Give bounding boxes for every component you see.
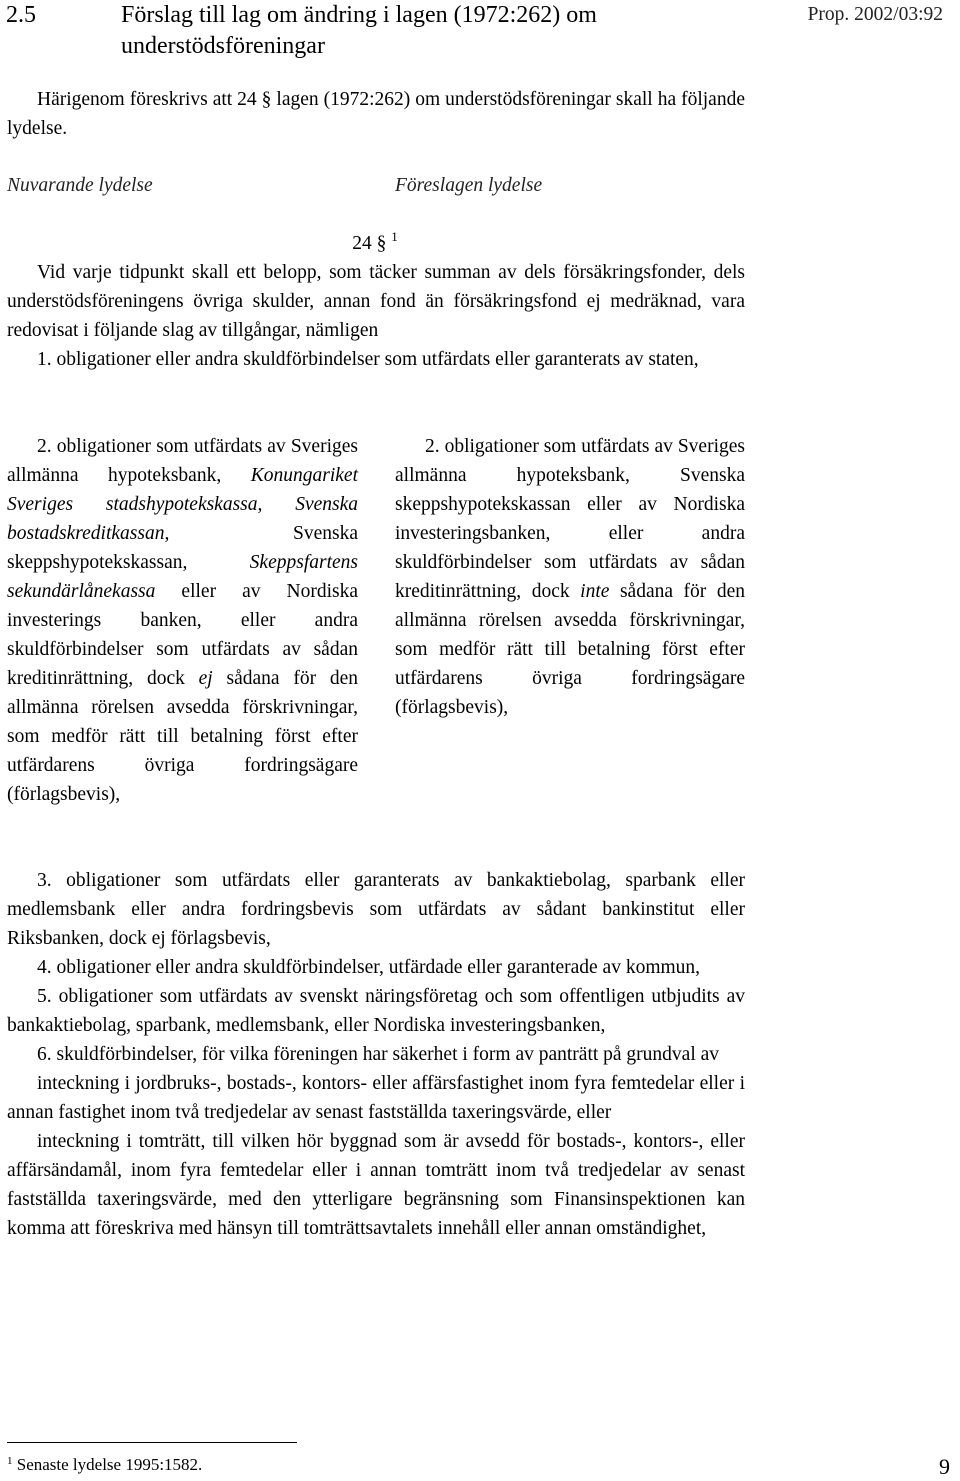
- proposed-item-2: [395, 432, 745, 722]
- list-item-6-sub-b: inteckning i tomträtt, till vilken hör byggnad som är avsedd för bostads-, kontors-, eller affärsändamål, inom fyra femtedelar eller i annan tomträtt inom två tredjedelar av senast fastställda taxeringsvärde, med den ytterligare begränsning som Finansinspektionen kan komma att föreskriva med hänsyn till tomträttsavtalets innehåll eller annan omständighet,: [7, 1131, 745, 1239]
- list-item-3: 3. obligationer som utfärdats eller garanterats av bankaktiebolag, sparbank eller medlemsbank eller andra fordringsbevis som utfärdats av sådant bankinstitut eller Riksbanken, dock ej förlagsbevis,: [7, 870, 745, 949]
- footnote: [7, 1453, 202, 1477]
- footnote-marker: 1: [7, 1455, 13, 1467]
- list-item-6: 6. skuldförbindelser, för vilka föreningen har säkerhet i form av panträtt på grundval av: [37, 1044, 720, 1065]
- main-text-top: [7, 258, 745, 374]
- proposed-item-2-text: 2. obligationer som utfärdats av Sveriges allmänna hypoteksbank, Svenska skeppshypotekskassan eller av Nordiska investeringsbanken, eller andra skuldförbindelser som utfärdats av sådan kreditinrättning, dock inte sådana för den allmänna rörelsen avsedda förskrivningar, som medför rätt till betalning först efter utfärdarens övriga fordringsägare (förlagsbevis),: [395, 436, 745, 718]
- list-item-5: 5. obligationer som utfärdats av svenskt näringsföretag och som offentligen utbjudits av bankaktiebolag, sparbank, medlemsbank, eller Nordiska investeringsbanken,: [7, 986, 745, 1036]
- paragraph-heading: [0, 229, 750, 258]
- lead-paragraph: Vid varje tidpunkt skall ett belopp, som täcker summan av dels försäkringsfonder, dels understödsföreningens övriga skulder, annan fond än försäkringsfond ej medräknad, vara redovisat i följande slag av tillgångar, nämligen: [7, 262, 745, 341]
- list-item-1: 1. obligationer eller andra skuldförbindelser som utfärdats eller garanterats av staten,: [37, 349, 699, 370]
- section-title: Förslag till lag om ändring i lagen (1972:262) om understödsföreningar: [121, 2, 597, 59]
- list-item-4: 4. obligationer eller andra skuldförbindelser, utfärdade eller garanterade av kommun,: [37, 957, 701, 978]
- paragraph-number: 24 §: [352, 233, 387, 254]
- proposition-reference: Prop. 2002/03:92: [807, 4, 943, 25]
- footnote-reference: 1: [391, 229, 398, 244]
- page-number: 9: [939, 1454, 950, 1479]
- intro-paragraph: Härigenom föreskrivs att 24 § lagen (1972:262) om understödsföreningar skall ha följande lydelse.: [7, 89, 745, 139]
- section-number: 2.5: [6, 2, 36, 28]
- proposed-wording-heading: Föreslagen lydelse: [395, 175, 543, 196]
- current-wording-heading: Nuvarande lydelse: [7, 175, 153, 196]
- current-item-2: [7, 432, 358, 809]
- current-item-2-text: 2. obligationer som utfärdats av Sveriges allmänna hypoteksbank, Konungariket Sveriges stadshypotekskassa, Svenska bostadskreditkassan, Svenska skeppshypotekskassan, Skeppsfartens sekundärlånekassa eller av Nordiska investerings banken, eller andra skuldförbindelser som utfärdats av sådan kreditinrättning, dock ej sådana för den allmänna rörelsen avsedda förskrivningar, som medför rätt till betalning först efter utfärdarens övriga fordringsägare (förlagsbevis),: [7, 436, 358, 805]
- footnote-text: Senaste lydelse 1995:1582.: [16, 1455, 203, 1474]
- list-item-6-sub-a: inteckning i jordbruks-, bostads-, kontors- eller affärsfastighet inom fyra femtedelar eller i annan fastighet inom två tredjedelar av senast fastställda taxeringsvärde, eller: [7, 1073, 745, 1123]
- footnote-divider: [7, 1442, 297, 1443]
- main-text-bottom: [7, 866, 745, 1243]
